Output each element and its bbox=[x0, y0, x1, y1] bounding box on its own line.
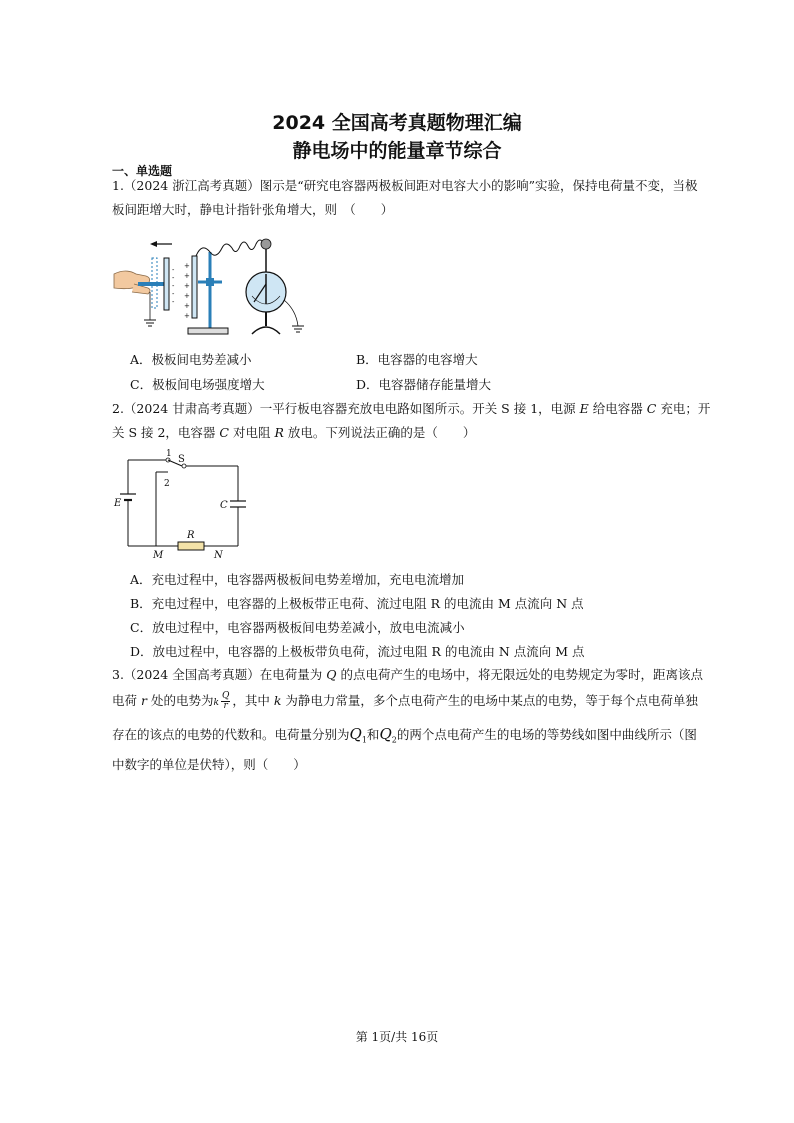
q1-option-d[interactable]: D．电容器储存能量增大 bbox=[356, 377, 492, 392]
svg-text:-: - bbox=[172, 290, 175, 298]
q2-stem-line1: 2.（2024 甘肃高考真题）一平行板电容器充放电电路如图所示。开关 S 接 1，电源 E 给电容器 C 充电；开 bbox=[112, 401, 711, 416]
q2-option-d[interactable]: D．放电过程中，电容器的上极板带负电荷，流过电阻 R 的电流由 N 点流向 M 点 bbox=[130, 644, 585, 659]
label-N: N bbox=[214, 550, 223, 561]
label-E: E bbox=[114, 498, 122, 509]
q2-option-c[interactable]: C．放电过程中，电容器两极板间电势差减小，放电电流减小 bbox=[130, 620, 465, 635]
label-R: R bbox=[187, 530, 195, 541]
label-S: S bbox=[178, 454, 185, 465]
label-2: 2 bbox=[164, 479, 170, 489]
svg-text:-: - bbox=[172, 274, 175, 282]
label-1: 1 bbox=[166, 449, 172, 459]
label-M: M bbox=[153, 550, 164, 561]
q3-stem-line4: 中数字的单位是伏特），则（ ） bbox=[112, 757, 306, 772]
svg-text:-: - bbox=[172, 282, 175, 290]
q3-stem-line3: 存在的该点的电势的代数和。电荷量分别为$Q_1$和$Q_2$的两个点电荷产生的电场的等势线如图中曲线所示（图 bbox=[112, 725, 697, 745]
svg-text:-: - bbox=[172, 298, 175, 306]
svg-text:+: + bbox=[184, 302, 190, 310]
svg-text:-: - bbox=[172, 266, 175, 274]
q1-stem-line2: 板间距增大时，静电计指针张角增大，则 （ ） bbox=[112, 202, 394, 217]
svg-text:+: + bbox=[184, 272, 190, 280]
q1-figure-electrometer-apparatus bbox=[112, 232, 312, 342]
q3-stem-line1: 3.（2024 全国高考真题）在电荷量为 Q 的点电荷产生的电场中，将无限远处的电势规定为零时，距离该点 bbox=[112, 667, 703, 682]
document-subtitle: 静电场中的能量章节综合 bbox=[292, 140, 502, 162]
q1-option-a[interactable]: A．极板间电势差减小 bbox=[130, 352, 252, 367]
q1-stem-line1: 1.（2024 浙江高考真题）图示是“研究电容器两极板间距对电容大小的影响”实验，保持电荷量不变，当极 bbox=[112, 178, 698, 193]
q1-option-c[interactable]: C．极板间电场强度增大 bbox=[130, 377, 265, 392]
svg-text:+: + bbox=[184, 312, 190, 320]
q2-figure-circuit bbox=[112, 448, 252, 564]
q1-option-b[interactable]: B．电容器的电容增大 bbox=[356, 352, 478, 367]
document-title: 2024 全国高考真题物理汇编 bbox=[272, 112, 522, 134]
svg-text:+: + bbox=[184, 262, 190, 270]
svg-text:+: + bbox=[184, 282, 190, 290]
potential-formula: $\frac{Q}{r}$ bbox=[221, 691, 230, 711]
label-C: C bbox=[220, 500, 228, 511]
q2-option-a[interactable]: A．充电过程中，电容器两极板间电势差增加，充电电流增加 bbox=[130, 572, 465, 587]
page-footer: 第 1页/共 16页 bbox=[355, 1030, 439, 1044]
section-heading: 一、单选题 bbox=[112, 164, 173, 178]
q2-stem-line2: 关 S 接 2，电容器 C 对电阻 R 放电。下列说法正确的是（ ） bbox=[112, 425, 476, 440]
svg-text:+: + bbox=[184, 292, 190, 300]
q3-stem-line2: 电荷 r 处的电势为k $\frac{Q}{r}$ ，其中 k 为静电力常量，多个点电荷产生的电场中某点的电势，等于每个点电荷单独 bbox=[112, 691, 698, 711]
q2-option-b[interactable]: B．充电过程中，电容器的上极板带正电荷、流过电阻 R 的电流由 M 点流向 N 点 bbox=[130, 596, 584, 611]
